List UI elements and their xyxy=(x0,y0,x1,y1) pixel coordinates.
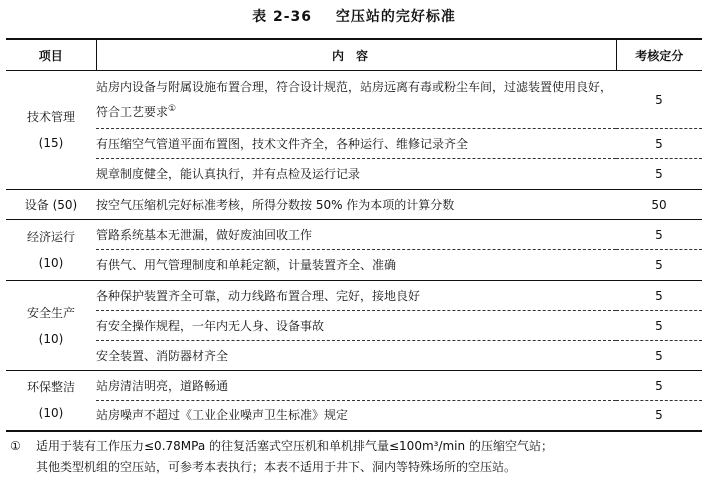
row-content: 有压缩空气管道平面布置图，技术文件齐全，各种运行、维修记录齐全 xyxy=(96,129,616,159)
group-points: (10) xyxy=(38,256,64,270)
row-score: 5 xyxy=(616,311,702,341)
row-score: 50 xyxy=(616,190,702,220)
row-content: 规章制度健全，能认真执行，并有点检及运行记录 xyxy=(96,159,616,190)
group-name: 安全生产 xyxy=(26,305,75,320)
table-row xyxy=(6,71,702,129)
group-environmental-cleanliness xyxy=(6,371,96,431)
row-score: 5 xyxy=(616,159,702,190)
row-content: 有供气、用气管理制度和单耗定额，计量装置齐全、准确 xyxy=(96,250,616,281)
row-score: 5 xyxy=(616,341,702,371)
row-score: 5 xyxy=(616,401,702,431)
group-name: 经济运行 xyxy=(26,230,75,244)
group-name: 技术管理 xyxy=(26,110,75,124)
row-score: 5 xyxy=(616,250,702,281)
row-content: 站房清洁明亮，道路畅通 xyxy=(96,371,616,401)
header-item: 项目 xyxy=(6,39,96,71)
row-score: 5 xyxy=(616,129,702,159)
table-row xyxy=(6,341,702,371)
group-economic-operation xyxy=(6,220,96,281)
group-name: 设备 (50) xyxy=(24,197,78,212)
row-score: 5 xyxy=(616,371,702,401)
row-content: 管路系统基本无泄漏，做好废油回收工作 xyxy=(96,220,616,250)
group-equipment xyxy=(6,190,96,220)
group-points: (15) xyxy=(38,136,64,150)
group-points: (10) xyxy=(38,406,64,421)
group-safety-production xyxy=(6,281,96,371)
group-tech-management xyxy=(6,71,96,190)
row-content: 按空气压缩机完好标准考核，所得分数按 50% 作为本项的计算分数 xyxy=(96,190,616,220)
table-row xyxy=(6,159,702,190)
header-content: 内容 xyxy=(96,39,616,71)
table-row xyxy=(6,250,702,281)
table-row xyxy=(6,371,702,401)
group-points: (10) xyxy=(38,331,64,346)
table-title xyxy=(0,6,708,26)
footnote-line-2: 其他类型机组的空压站，可参考本表执行；本表不适用于井下、洞内等特殊场所的空压站。 xyxy=(36,460,517,474)
group-name: 环保整洁 xyxy=(26,380,75,395)
row-content: 站房内设备与附属设施布置合理，符合设计规范，站房远离有毒或粉尘车间，过滤装置使用良好，符合工艺要求① xyxy=(96,71,616,129)
footnote-mark: ① xyxy=(10,439,21,453)
table-row xyxy=(6,311,702,341)
table-row xyxy=(6,401,702,431)
table-row xyxy=(6,190,702,220)
row-content: 站房噪声不超过《工业企业噪声卫生标准》规定 xyxy=(96,401,616,431)
row-score: 5 xyxy=(616,281,702,311)
standard-table xyxy=(6,38,702,432)
row-score: 5 xyxy=(616,71,702,129)
row-content: 有安全操作规程，一年内无人身、设备事故 xyxy=(96,311,616,341)
header-row xyxy=(6,39,702,71)
table-row xyxy=(6,129,702,159)
footnote xyxy=(10,436,702,478)
row-content: 各种保护装置齐全可靠，动力线路布置合理、完好，接地良好 xyxy=(96,281,616,311)
footnote-line-1: 适用于装有工作压力≤0.78MPa 的往复活塞式空压机和单机排气量≤100m³/min 的压缩空气站； xyxy=(36,439,553,453)
header-score: 考核定分 xyxy=(616,39,702,71)
row-score: 5 xyxy=(616,220,702,250)
table-number: 表 2-36 xyxy=(252,9,313,25)
table-title-text: 空压站的完好标准 xyxy=(335,9,456,25)
table-row xyxy=(6,220,702,250)
row-content: 安全装置、消防器材齐全 xyxy=(96,341,616,371)
table-row xyxy=(6,281,702,311)
footnote-ref: ① xyxy=(168,104,177,114)
